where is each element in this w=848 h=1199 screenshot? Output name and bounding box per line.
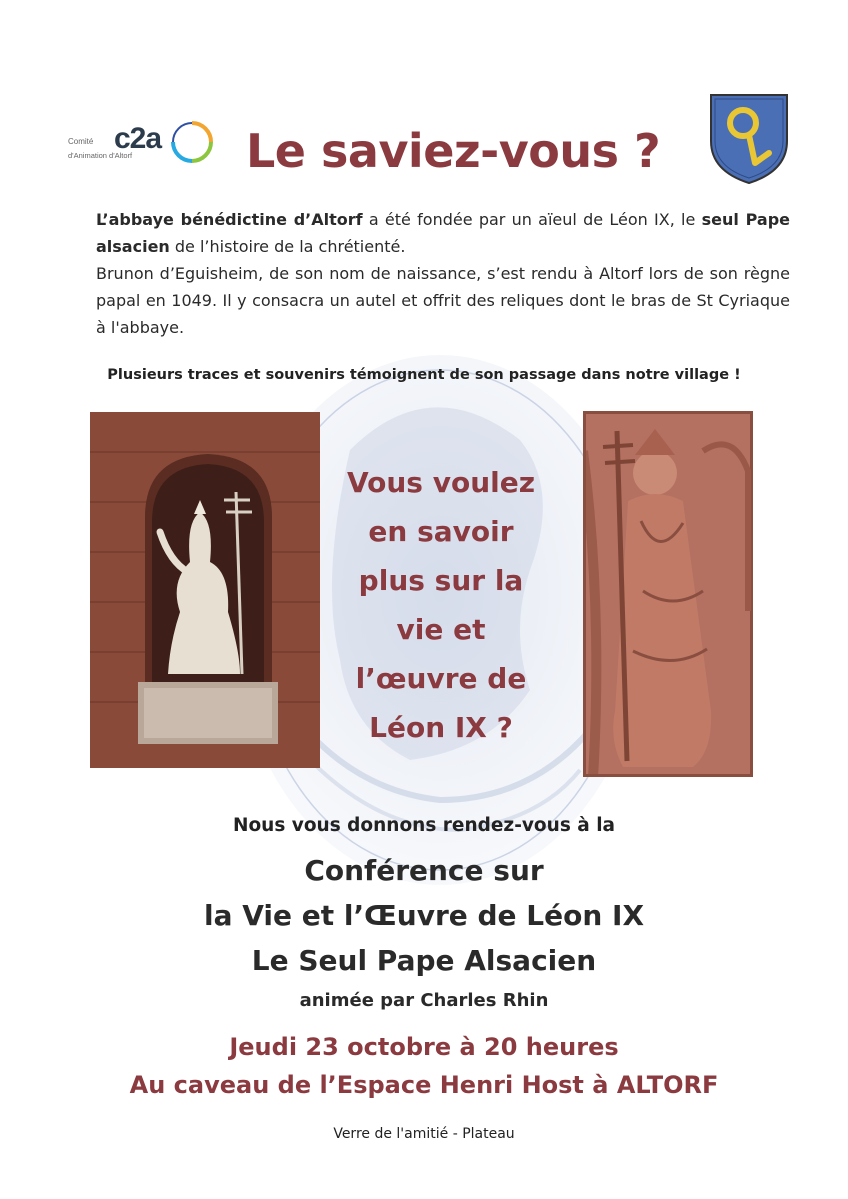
rendezvous-text: Nous vous donnons rendez-vous à la — [232, 815, 616, 836]
page-title: Le saviez-vous ? — [246, 124, 661, 178]
conference-line: Le Seul Pape Alsacien — [251, 944, 597, 977]
event-place: Au caveau de l’Espace Henri Host à ALTORF — [129, 1071, 719, 1099]
conference-title — [0, 848, 848, 983]
footer-text: Verre de l'amitié - Plateau — [333, 1126, 515, 1142]
speaker-text: animée par Charles Rhin — [299, 990, 549, 1011]
logo-top-text: Comité — [68, 137, 94, 146]
intro-paragraph-1 — [96, 206, 790, 260]
seul-pape-text: seul Pape alsacien — [96, 210, 791, 256]
intro-text-2: de l’histoire de la chrétienté. — [169, 237, 406, 256]
conference-line: Conférence sur — [304, 854, 544, 887]
abbey-name: L’abbaye bénédictine d’Altorf — [96, 210, 363, 229]
question-line: Vous voulez — [346, 466, 536, 499]
intro-paragraph-2: Brunon d’Eguisheim, de son nom de naissance, s’est rendu à Altorf lors de son règne papal en 1049. Il y consacra un autel et offrit des reliques dont le bras de St Cyriaque à l'abbaye. — [96, 264, 790, 337]
intro-text — [96, 206, 790, 341]
c2a-logo — [66, 118, 216, 170]
logo-main-text: c2a — [114, 122, 162, 155]
question-block — [322, 458, 560, 752]
conference-line: la Vie et l’Œuvre de Léon IX — [203, 899, 645, 932]
event-date: Jeudi 23 octobre à 20 heures — [229, 1033, 619, 1061]
intro-text-1: a été fondée par un aïeul de Léon IX, le — [362, 210, 702, 229]
question-line: Léon IX ? — [369, 711, 513, 744]
event-details — [0, 1028, 848, 1104]
question-line: en savoir — [368, 515, 514, 548]
logo-ring-icon — [170, 120, 214, 164]
relief-photo — [583, 411, 753, 777]
statue-photo — [90, 412, 320, 768]
question-line: vie et — [396, 613, 486, 646]
logo-bottom-text: d'Animation d'Altorf — [68, 151, 133, 160]
traces-text: Plusieurs traces et souvenirs témoignent de son passage dans notre village ! — [107, 367, 741, 383]
question-line: l’œuvre de — [355, 662, 527, 695]
coat-of-arms-icon — [707, 91, 791, 187]
question-line: plus sur la — [358, 564, 524, 597]
